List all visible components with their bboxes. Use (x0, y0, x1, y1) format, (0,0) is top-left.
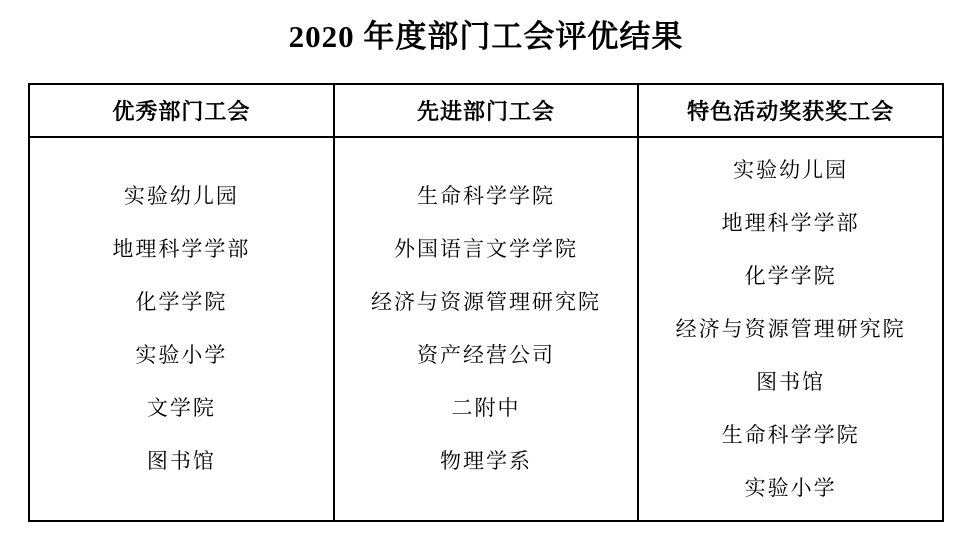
column-header-excellent-unions: 优秀部门工会 (112, 99, 251, 124)
union-name: 外国语言文学学院 (394, 237, 578, 261)
union-name: 化学学院 (744, 263, 837, 288)
union-name: 生命科学学院 (721, 422, 860, 447)
union-name: 实验幼儿园 (733, 157, 849, 182)
column-excellent-unions-list (30, 138, 333, 520)
union-name: 地理科学学部 (721, 210, 860, 235)
column-special-award-unions-list (637, 138, 942, 520)
page-title: 2020 年度部门工会评优结果 (288, 19, 684, 54)
union-name: 物理学系 (440, 449, 532, 473)
union-name: 实验小学 (744, 475, 837, 500)
union-name: 生命科学学院 (417, 184, 555, 208)
union-name: 图书馆 (756, 369, 826, 394)
union-name: 图书馆 (146, 449, 216, 473)
union-name: 二附中 (451, 396, 521, 420)
union-name: 经济与资源管理研究院 (675, 316, 906, 341)
column-header-special-activity-award: 特色活动奖获奖工会 (637, 85, 942, 136)
column-advanced-unions-list (333, 138, 638, 520)
results-table (28, 83, 944, 522)
column-header-advanced-unions: 先进部门工会 (333, 85, 638, 136)
table-header-row (30, 85, 942, 138)
union-name: 经济与资源管理研究院 (371, 290, 601, 314)
union-name: 地理科学学部 (112, 237, 251, 261)
union-name: 实验小学 (135, 343, 228, 367)
union-name: 文学院 (146, 396, 216, 420)
union-name: 资产经营公司 (417, 343, 555, 367)
table-body-row (30, 138, 942, 520)
union-name: 化学学院 (135, 290, 228, 314)
union-name: 实验幼儿园 (123, 184, 239, 208)
